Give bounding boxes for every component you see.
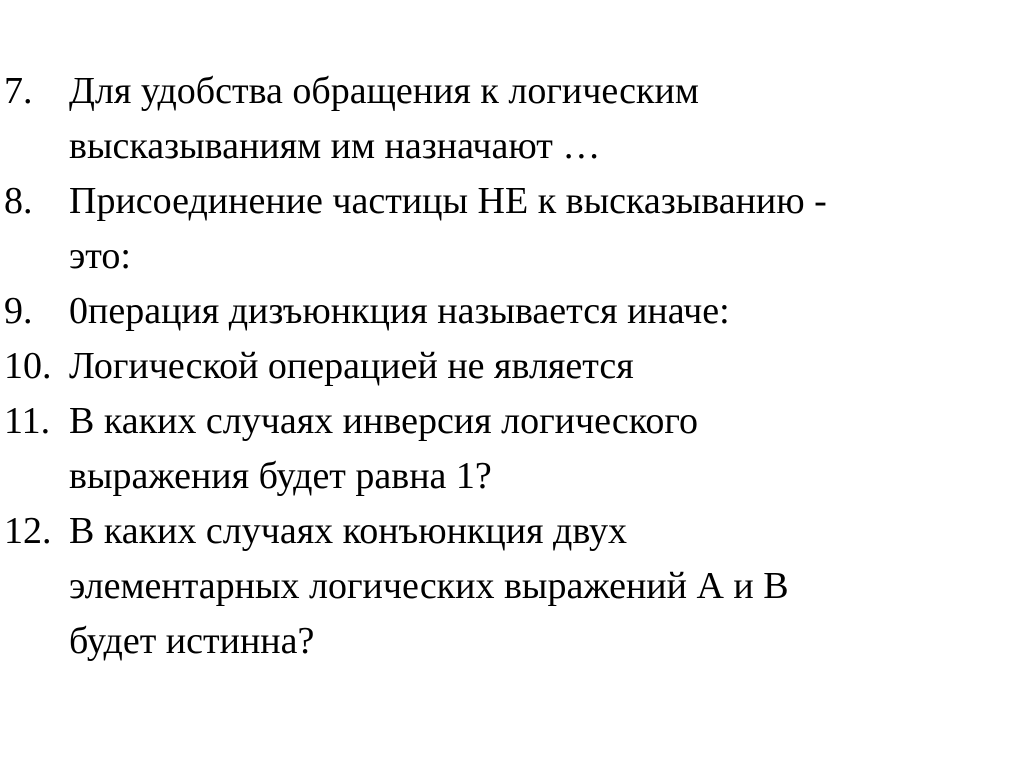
question-number: 8. bbox=[4, 180, 33, 222]
question-item-11 bbox=[0, 394, 1010, 504]
question-item-9 bbox=[0, 284, 1010, 339]
question-item-8 bbox=[0, 174, 1010, 284]
question-item-12 bbox=[0, 504, 1010, 669]
question-number: 11. bbox=[4, 400, 51, 442]
question-number: 12. bbox=[4, 510, 52, 552]
question-text-line: выражения будет равна 1? bbox=[69, 455, 492, 497]
question-number: 7. bbox=[4, 70, 33, 112]
question-text-line: Присоединение частицы НЕ к высказыванию - bbox=[69, 180, 827, 222]
question-text-line: Логической операцией не является bbox=[69, 345, 634, 387]
question-text-line: Для удобства обращения к логическим bbox=[69, 70, 699, 112]
question-number: 10. bbox=[4, 345, 52, 387]
question-text-line: В каких случаях инверсия логического bbox=[69, 400, 698, 442]
question-list bbox=[0, 64, 1010, 669]
question-item-7 bbox=[0, 64, 1010, 174]
question-item-10 bbox=[0, 339, 1010, 394]
question-text-line: элементарных логических выражений А и В bbox=[69, 565, 789, 607]
question-text-line: это: bbox=[69, 235, 131, 277]
question-number: 9. bbox=[4, 290, 33, 332]
question-text-line: В каких случаях конъюнкция двух bbox=[69, 510, 628, 552]
question-text-line: 0перация дизъюнкция называется иначе: bbox=[69, 290, 730, 332]
question-text-line: будет истинна? bbox=[69, 620, 315, 662]
question-text-line: высказываниям им назначают … bbox=[69, 125, 601, 167]
